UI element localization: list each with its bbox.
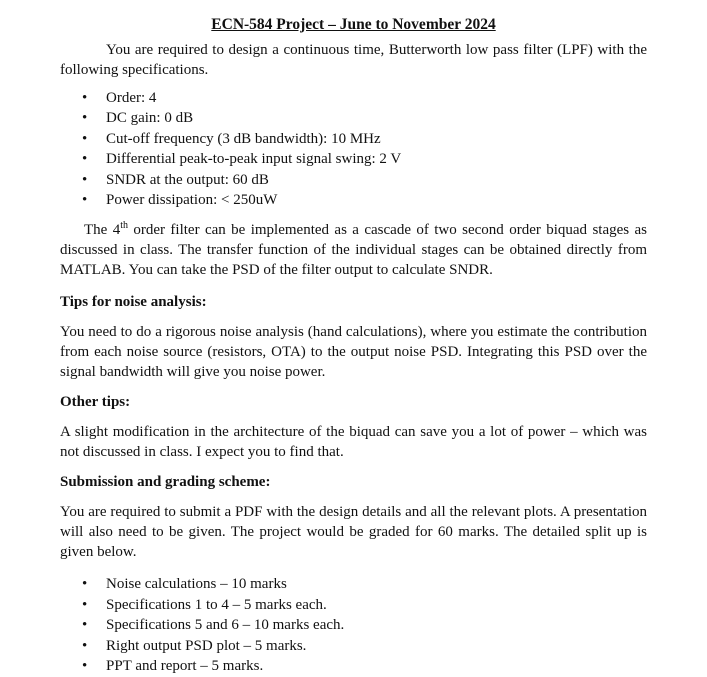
list-item: • Specifications 1 to 4 – 5 marks each. (82, 595, 647, 615)
list-item: • Specifications 5 and 6 – 10 marks each. (82, 615, 647, 635)
list-item: • Differential peak-to-peak input signal swing: 2 V (82, 149, 647, 169)
list-item: • Power dissipation: < 250uW (82, 190, 647, 210)
submission-paragraph: You are required to submit a PDF with the design details and all the relevant plots. A presentation will also need to be given. The project would be graded for 60 marks. The detailed split up is given below. (60, 504, 647, 561)
other-tips-paragraph: A slight modification in the architecture of the biquad can save you a lot of power – which was not discussed in class. I expect you to find that. (60, 424, 647, 461)
grading-list (60, 574, 647, 676)
bullet-icon: • (82, 637, 88, 654)
list-item: • SNDR at the output: 60 dB (82, 170, 647, 190)
bullet-icon: • (82, 596, 88, 613)
submission-heading: Submission and grading scheme: (60, 474, 271, 491)
page-title: ECN-584 Project – June to November 2024 (211, 16, 496, 33)
bullet-icon: • (82, 151, 88, 168)
noise-paragraph: You need to do a rigorous noise analysis (hand calculations), where you estimate the contribution from each noise source (resistors, OTA) to the output noise PSD. Integrating this PSD over the signal bandwidth will give you noise power. (60, 324, 647, 381)
bullet-icon: • (82, 617, 88, 634)
bullet-icon: • (82, 171, 88, 188)
other-tips-heading: Other tips: (60, 394, 131, 411)
bullet-icon: • (82, 110, 88, 127)
bullet-icon: • (82, 90, 88, 106)
filter-paragraph: The 4th order filter can be implemented as a cascade of two second order biquad stages as discussed in class. The transfer function of the individual stages can be obtained directly from MATLAB. You can take the PSD of the filter output to calculate SNDR. (60, 220, 647, 279)
list-item: • Noise calculations – 10 marks (82, 574, 647, 594)
bullet-icon: • (82, 658, 88, 675)
spec-list (60, 88, 647, 210)
list-item: • PPT and report – 5 marks. (82, 656, 647, 676)
noise-heading: Tips for noise analysis: (60, 294, 207, 311)
list-item: • Right output PSD plot – 5 marks. (82, 636, 647, 656)
list-item: • Cut-off frequency (3 dB bandwidth): 10 MHz (82, 129, 647, 149)
list-item: • Order: 4 (82, 88, 647, 108)
bullet-icon: • (82, 192, 88, 209)
document-page (60, 14, 647, 676)
list-item: • DC gain: 0 dB (82, 108, 647, 128)
bullet-icon: • (82, 130, 88, 147)
bullet-icon: • (82, 576, 88, 593)
intro-paragraph: You are required to design a continuous time, Butterworth low pass filter (LPF) with the following specifications. (60, 42, 647, 78)
